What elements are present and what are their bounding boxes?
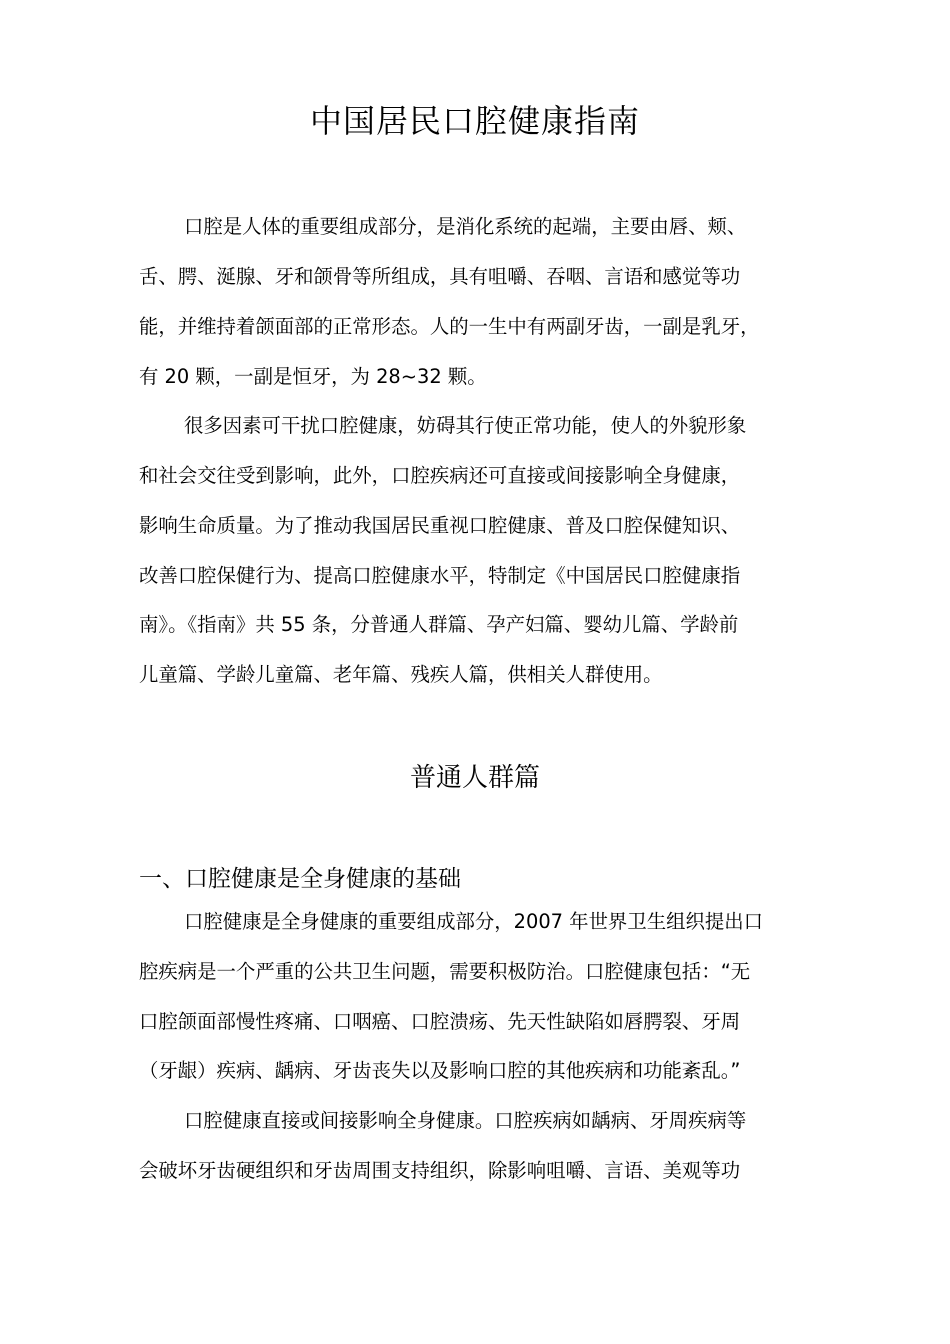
paragraph-line: 会破坏牙齿硬组织和牙齿周围支持组织，除影响咀嚼、言语、美观等功 — [139, 1159, 741, 1182]
paragraph-line: 有 20 颗，一副是恒牙，为 28~32 颗。 — [139, 365, 487, 388]
paragraph-line: 口腔健康直接或间接影响全身健康。口腔疾病如龋病、牙周疾病等 — [184, 1109, 747, 1132]
paragraph-line: 口腔颌面部慢性疼痛、口咽癌、口腔溃疡、先天性缺陷如唇腭裂、牙周 — [139, 1010, 741, 1033]
paragraph-line: 南》。《指南》共 55 条，分普通人群篇、孕产妇篇、婴幼儿篇、学龄前 — [139, 613, 739, 636]
paragraph-line: 口腔健康是全身健康的重要组成部分，2007 年世界卫生组织提出口 — [184, 910, 764, 933]
paragraph-line: 口腔是人体的重要组成部分，是消化系统的起端，主要由唇、颊、 — [184, 215, 747, 238]
paragraph-line: 儿童篇、学龄儿童篇、老年篇、残疾人篇，供相关人群使用。 — [139, 663, 663, 686]
paragraph-line: 腔疾病是一个严重的公共卫生问题，需要积极防治。口腔健康包括：“无 — [139, 960, 751, 983]
paragraph-line: 能，并维持着颌面部的正常形态。人的一生中有两副牙齿，一副是乳牙， — [139, 315, 760, 338]
paragraph-line: 和社会交往受到影响，此外，口腔疾病还可直接或间接影响全身健康， — [139, 464, 741, 487]
paragraph-line: 舌、腭、涎腺、牙和颌骨等所组成，具有咀嚼、吞咽、言语和感觉等功 — [139, 265, 741, 288]
section-title: 普通人群篇 — [409, 763, 540, 793]
paragraph-line: 改善口腔保健行为、提高口腔健康水平，特制定《中国居民口腔健康指 — [139, 564, 741, 587]
paragraph-line: 很多因素可干扰口腔健康，妨碍其行使正常功能，使人的外貌形象 — [184, 414, 747, 437]
paragraph-line: 影响生命质量。为了推动我国居民重视口腔健康、普及口腔保健知识、 — [139, 514, 741, 537]
section-heading: 一、口腔健康是全身健康的基础 — [139, 866, 461, 892]
paragraph-line: （牙龈）疾病、龋病、牙齿丧失以及影响口腔的其他疾病和功能紊乱。” — [139, 1059, 741, 1082]
document-title: 中国居民口腔健康指南 — [309, 102, 640, 140]
